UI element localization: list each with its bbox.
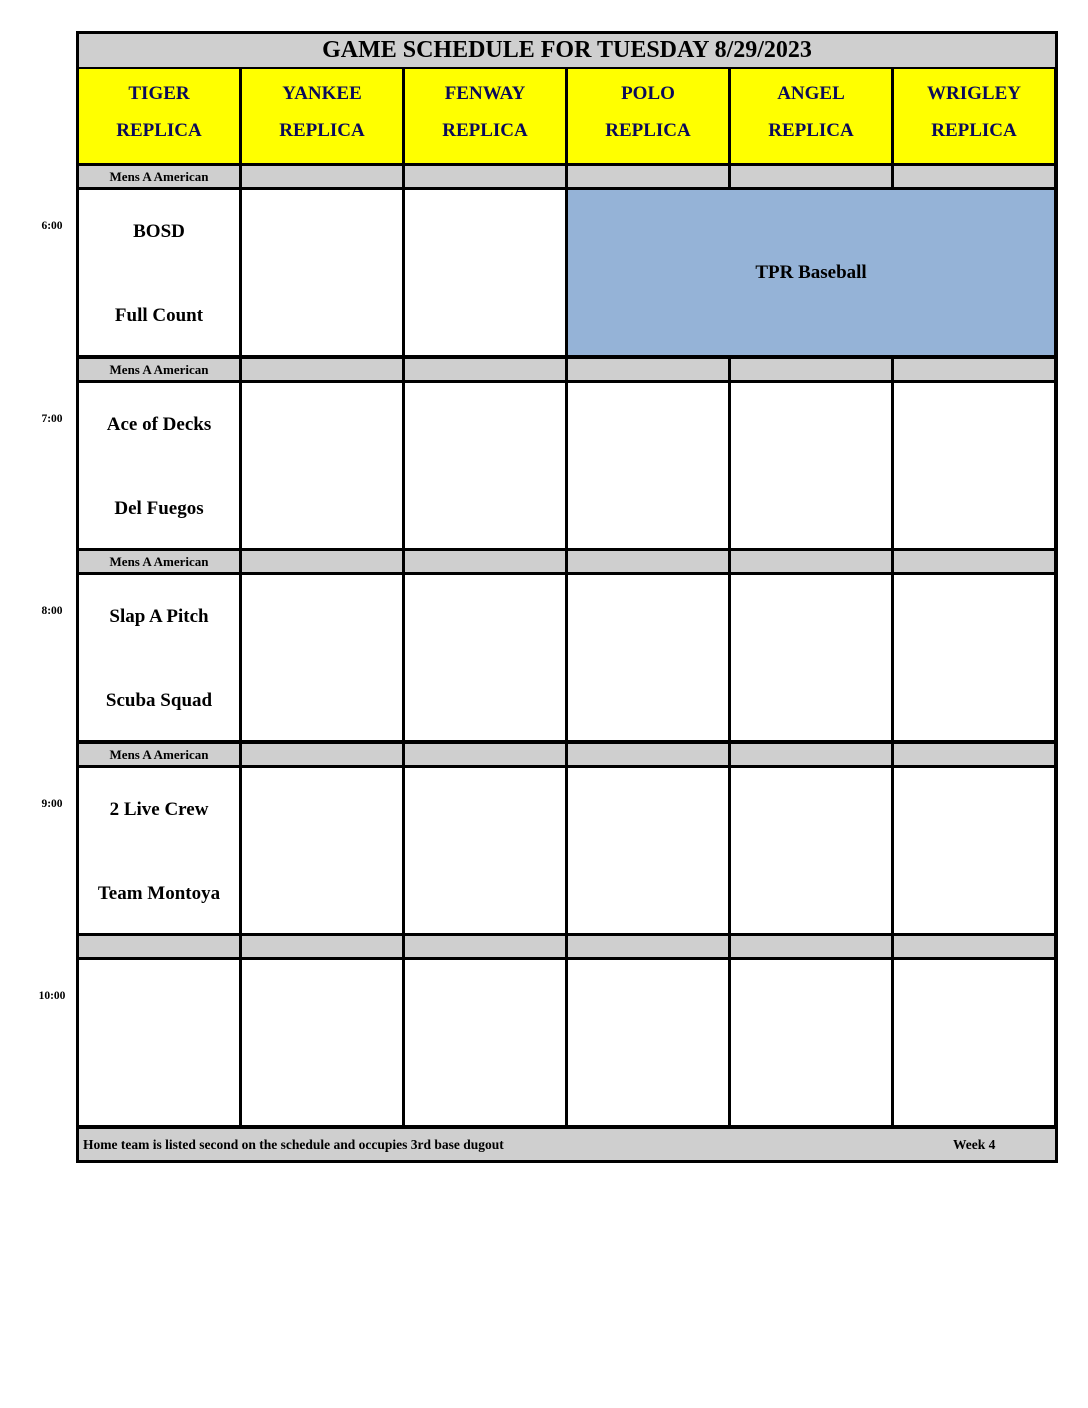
field-name: YANKEE <box>282 83 362 104</box>
away-team: 2 Live Crew <box>109 799 209 820</box>
division-label <box>405 359 565 380</box>
field-header-angel <box>731 69 891 163</box>
division-label <box>568 551 728 572</box>
division-label <box>568 359 728 380</box>
field-name: TIGER <box>128 83 190 104</box>
division-label: Mens A American <box>79 551 239 572</box>
game-cell[interactable] <box>731 960 891 1125</box>
game-cell[interactable] <box>79 960 239 1125</box>
game-cell[interactable] <box>731 383 891 548</box>
time-label: 7:00 <box>41 413 63 425</box>
game-cell[interactable] <box>405 960 565 1125</box>
game-cell[interactable] <box>568 960 728 1125</box>
field-type: REPLICA <box>442 120 528 141</box>
division-label <box>894 166 1054 187</box>
division-label <box>79 936 239 957</box>
game-cell[interactable] <box>79 768 239 933</box>
week-label: Week 4 <box>953 1137 996 1152</box>
home-team: Team Montoya <box>97 883 221 904</box>
field-type: REPLICA <box>605 120 691 141</box>
division-label: Mens A American <box>79 166 239 187</box>
division-label <box>731 551 891 572</box>
footer-note: Home team is listed second on the schedule and occupies 3rd base dugout <box>83 1137 504 1152</box>
game-cell[interactable] <box>242 768 402 933</box>
game-cell[interactable] <box>731 768 891 933</box>
field-type: REPLICA <box>116 120 202 141</box>
away-team: BOSD <box>133 221 185 242</box>
home-team: Full Count <box>114 305 204 326</box>
division-label <box>242 359 402 380</box>
division-label <box>405 744 565 765</box>
game-cell[interactable] <box>242 383 402 548</box>
game-cell[interactable] <box>894 383 1054 548</box>
page-title: GAME SCHEDULE FOR TUESDAY 8/29/2023 <box>79 34 1055 67</box>
time-label: 8:00 <box>41 605 63 617</box>
field-name: ANGEL <box>777 83 845 104</box>
field-header-wrigley <box>894 69 1054 163</box>
time-label: 9:00 <box>41 798 63 810</box>
field-type: REPLICA <box>931 120 1017 141</box>
field-type: REPLICA <box>768 120 854 141</box>
division-label <box>731 166 891 187</box>
game-cell[interactable] <box>894 575 1054 740</box>
footer-bar <box>79 1129 1055 1160</box>
home-team: Del Fuegos <box>114 498 204 519</box>
game-cell[interactable] <box>894 960 1054 1125</box>
game-cell[interactable] <box>568 383 728 548</box>
game-cell[interactable] <box>79 190 239 355</box>
away-team: Ace of Decks <box>106 414 212 435</box>
division-label <box>894 359 1054 380</box>
field-header-yankee <box>242 69 402 163</box>
division-label <box>894 936 1054 957</box>
division-label <box>731 936 891 957</box>
schedule-grid <box>76 31 1058 1163</box>
division-label <box>731 359 891 380</box>
division-label: Mens A American <box>79 744 239 765</box>
division-label <box>568 744 728 765</box>
field-name: WRIGLEY <box>927 83 1021 104</box>
division-label <box>894 744 1054 765</box>
game-cell[interactable] <box>242 960 402 1125</box>
away-team: Slap A Pitch <box>109 606 209 627</box>
game-cell[interactable] <box>79 383 239 548</box>
game-cell[interactable] <box>79 575 239 740</box>
division-label <box>405 166 565 187</box>
division-label <box>242 166 402 187</box>
game-cell[interactable] <box>405 768 565 933</box>
time-label: 10:00 <box>38 990 66 1002</box>
division-label <box>242 936 402 957</box>
game-cell[interactable] <box>894 768 1054 933</box>
division-label <box>731 744 891 765</box>
field-header-fenway <box>405 69 565 163</box>
reserved-label: TPR Baseball <box>755 261 867 283</box>
game-cell[interactable] <box>568 575 728 740</box>
home-team: Scuba Squad <box>105 690 213 711</box>
division-label: Mens A American <box>79 359 239 380</box>
game-cell[interactable] <box>242 190 402 355</box>
game-cell[interactable] <box>568 768 728 933</box>
division-label <box>405 936 565 957</box>
division-label <box>568 936 728 957</box>
division-label <box>568 166 728 187</box>
division-label <box>405 551 565 572</box>
game-cell[interactable] <box>405 190 565 355</box>
reserved-block[interactable] <box>568 190 1054 355</box>
division-label <box>894 551 1054 572</box>
field-name: POLO <box>621 83 675 104</box>
game-cell[interactable] <box>731 575 891 740</box>
game-cell[interactable] <box>405 575 565 740</box>
field-type: REPLICA <box>279 120 365 141</box>
division-label <box>242 744 402 765</box>
time-label: 6:00 <box>41 220 63 232</box>
field-name: FENWAY <box>444 83 526 104</box>
division-label <box>242 551 402 572</box>
field-header-polo <box>568 69 728 163</box>
game-cell[interactable] <box>242 575 402 740</box>
field-header-tiger <box>79 69 239 163</box>
game-cell[interactable] <box>405 383 565 548</box>
